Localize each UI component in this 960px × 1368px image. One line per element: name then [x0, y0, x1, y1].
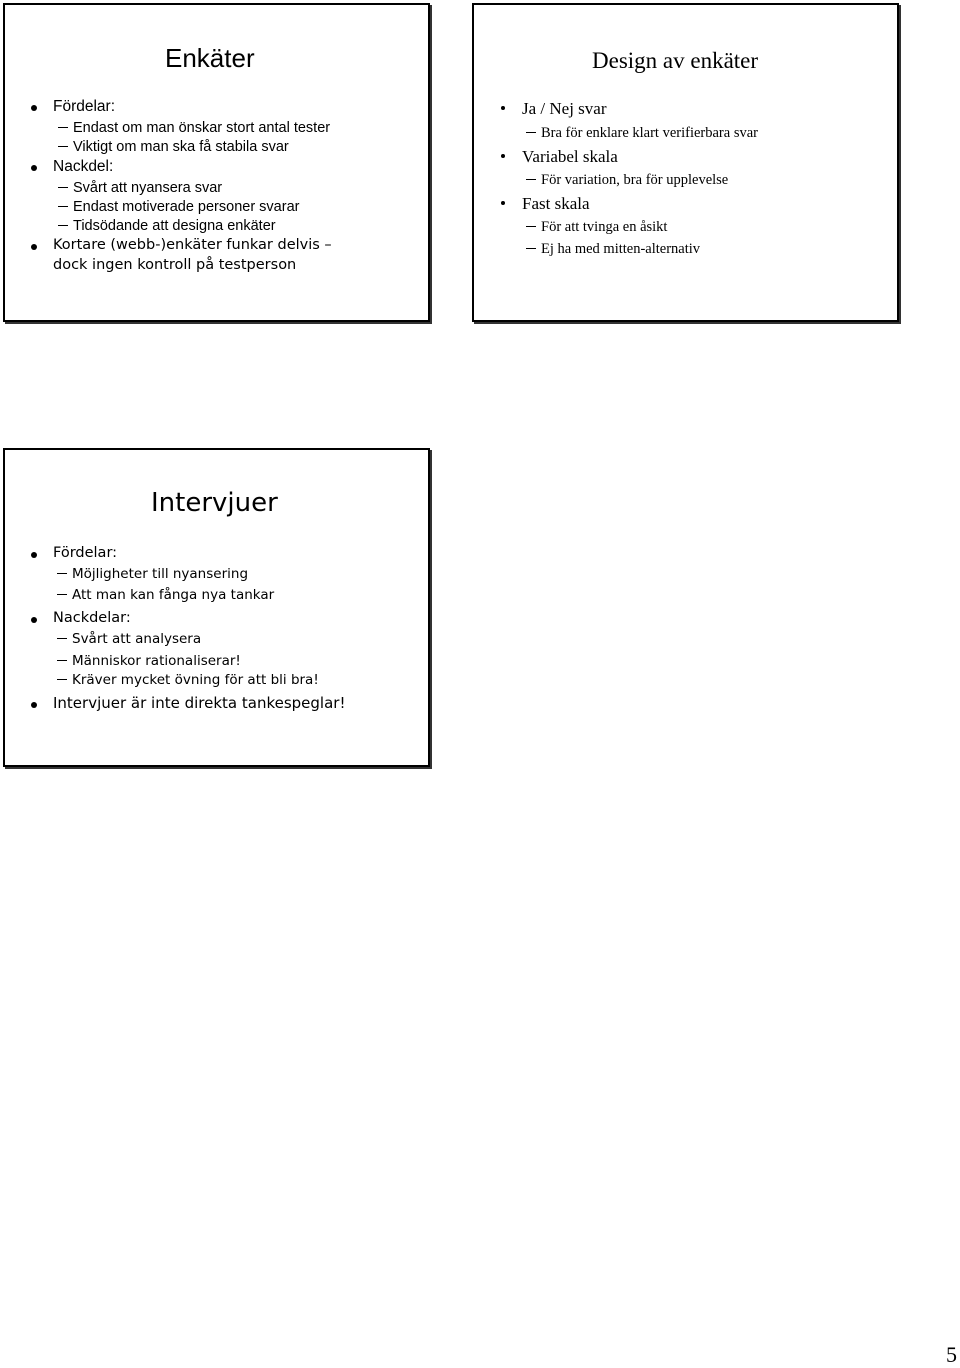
- bullet-text: Fördelar:: [53, 545, 118, 561]
- sub-bullet-text: Möjligheter till nyansering: [72, 566, 249, 582]
- dash-marker: [57, 679, 67, 680]
- bullet-dot: [501, 201, 505, 205]
- dash-marker: [57, 594, 67, 595]
- dash-marker: [58, 127, 68, 128]
- bullet-dot: [31, 165, 37, 171]
- page-number: 5: [946, 1342, 957, 1367]
- dash-marker: [58, 146, 68, 147]
- bullet-text: Fördelar:: [53, 98, 116, 115]
- sub-bullet-text: Människor rationaliserar!: [72, 653, 241, 669]
- slide-title: Enkäter: [165, 43, 255, 73]
- dash-marker: [58, 206, 68, 207]
- sub-bullet-text: Bra för enklare klart verifierbara svar: [541, 125, 758, 141]
- bullet-text: Variabel skala: [522, 147, 618, 166]
- sub-bullet: [526, 126, 758, 141]
- slide-design-av-enkater: [472, 3, 899, 322]
- bullet-dot: [31, 702, 37, 708]
- sub-bullet: [526, 242, 700, 257]
- bullet-dot: [31, 244, 37, 250]
- dash-marker: [526, 248, 536, 249]
- dash-marker: [526, 179, 536, 180]
- dash-marker: [526, 132, 536, 133]
- bullet-text: Intervjuer är inte direkta tankespeglar!: [53, 694, 346, 712]
- sub-bullet: [57, 568, 248, 582]
- sub-bullet: [57, 633, 201, 647]
- bullet-dot: [31, 617, 37, 623]
- bullet-text: Nackdelar:: [53, 610, 131, 626]
- sub-bullet-text: Ej ha med mitten-alternativ: [541, 241, 701, 257]
- sub-bullet: [57, 674, 319, 688]
- sub-bullet: [58, 219, 276, 234]
- dash-marker: [58, 187, 68, 188]
- dash-marker: [58, 225, 68, 226]
- bullet-text: Nackdel:: [53, 158, 114, 175]
- sub-bullet-text: Endast om man önskar stort antal tester: [73, 120, 331, 136]
- bullet-dot: [31, 105, 37, 111]
- dash-marker: [57, 638, 67, 639]
- bullet-text: Fast skala: [522, 194, 590, 213]
- sub-bullet-text: Endast motiverade personer svarar: [73, 199, 300, 215]
- sub-bullet: [526, 220, 667, 235]
- sub-bullet-text: Viktigt om man ska få stabila svar: [73, 139, 289, 155]
- dash-marker: [526, 226, 536, 227]
- sub-bullet-text: Svårt att analysera: [72, 631, 202, 647]
- sub-bullet: [58, 181, 222, 196]
- sub-bullet: [58, 121, 330, 136]
- slide-intervjuer: [3, 448, 430, 767]
- sub-bullet: [58, 140, 289, 155]
- sub-bullet-text: För att tvinga en åsikt: [541, 219, 668, 235]
- slide-title: Design av enkäter: [592, 48, 759, 73]
- bullet-text: Ja / Nej svar: [522, 99, 607, 118]
- sub-bullet: [57, 589, 274, 603]
- bullet-dot: [31, 552, 37, 558]
- sub-bullet-text: Kräver mycket övning för att bli bra!: [72, 672, 319, 688]
- bullet-text-continued: dock ingen kontroll på testperson: [53, 257, 297, 273]
- slide-title: Intervjuer: [151, 488, 278, 518]
- sub-bullet-text: För variation, bra för upplevelse: [541, 172, 729, 188]
- sub-bullet-text: Tidsödande att designa enkäter: [73, 218, 276, 234]
- bullet-dot: [501, 154, 505, 158]
- sub-bullet: [58, 200, 299, 215]
- dash-marker: [57, 573, 67, 574]
- bullet-text: Kortare (webb-)enkäter funkar delvis –: [53, 237, 332, 253]
- sub-bullet-text: Svårt att nyansera svar: [73, 180, 223, 196]
- slide-enkater: [3, 3, 430, 322]
- sub-bullet: [57, 655, 241, 669]
- dash-marker: [57, 660, 67, 661]
- sub-bullet-text: Att man kan fånga nya tankar: [72, 587, 275, 603]
- bullet-dot: [501, 106, 505, 110]
- sub-bullet: [526, 173, 728, 188]
